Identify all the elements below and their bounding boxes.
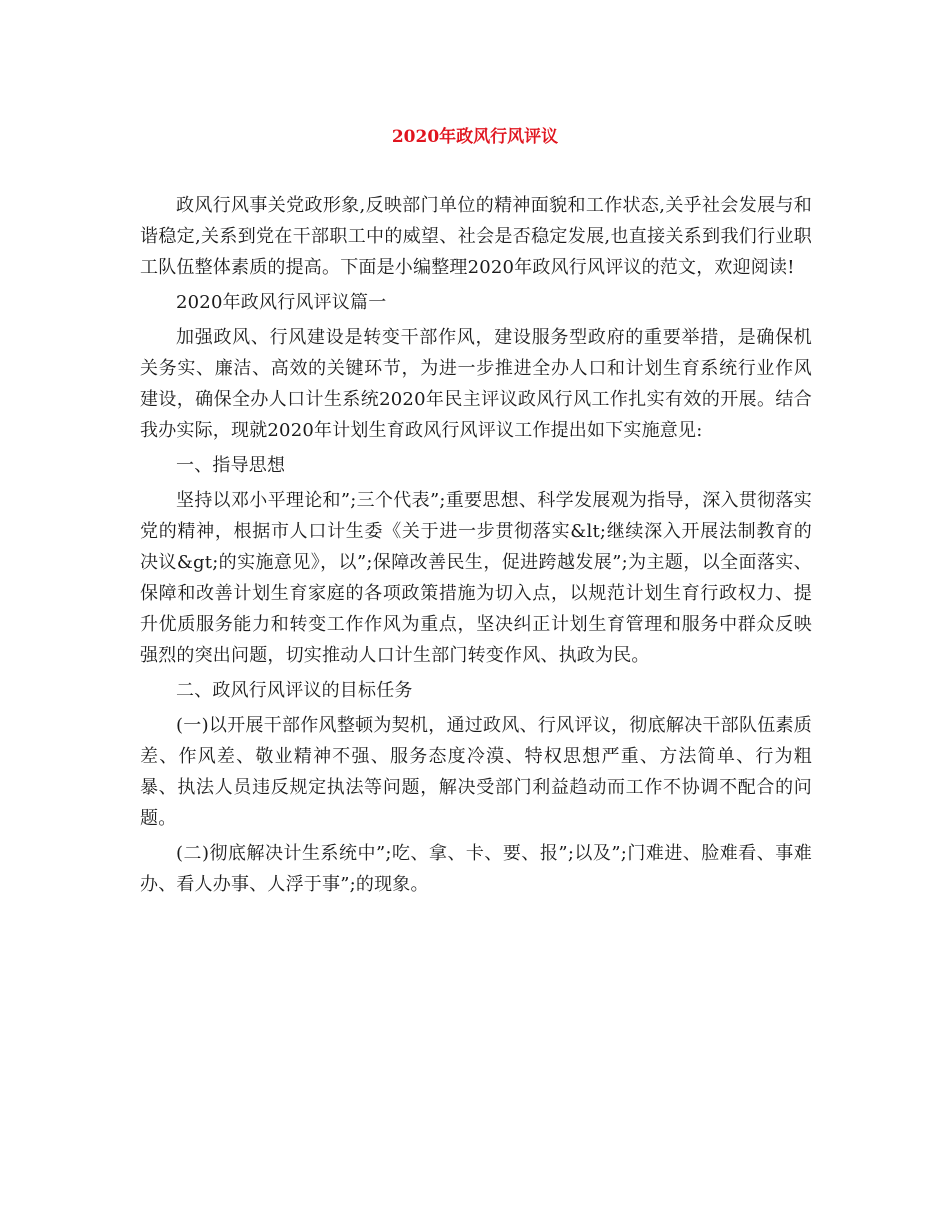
body-paragraph: (一)以开展干部作风整顿为契机，通过政风、行风评议，彻底解决干部队伍素质差、作风差、敬业精神不强、服务态度冷漠、特权思想严重、方法简单、行为粗暴、执法人员违反规定执法等问题，解决受部门利益趋动而工作不协调不配合的问题。 [140, 715, 812, 829]
document-title: 2020年政风行风评议 [391, 127, 559, 147]
body-paragraph: (二)彻底解决计生系统中”;吃、拿、卡、要、报”;以及”;门难进、脸难看、事难办、看人办事、人浮于事”;的现象。 [140, 843, 812, 895]
section-title-part-1: 2020年政风行风评议篇一 [176, 292, 387, 313]
body-paragraph: 加强政风、行风建设是转变干部作风，建设服务型政府的重要举措，是确保机关务实、廉洁、高效的关键环节，为进一步推进全办人口和计划生育系统行业作风建设，确保全办人口计生系统2020年民主评议政风行风工作扎实有效的开展。结合我办实际，现就2020年计划生育政风行风评议工作提出如下实施意见: [140, 327, 812, 441]
body-paragraph: 坚持以邓小平理论和”;三个代表”;重要思想、科学发展观为指导，深入贯彻落实党的精神，根据市人口计生委《关于进一步贯彻落实&lt;继续深入开展法制教育的决议&gt;的实施意见》，以”;保障改善民生，促进跨越发展”;为主题，以全面落实、保障和改善计划生育家庭的各项政策措施为切入点，以规范计划生育行政权力、提升优质服务能力和转变工作作风为重点，坚决纠正计划生育管理和服务中群众反映强烈的突出问题，切实推动人口计生部门转变作风、执政为民。 [140, 490, 812, 666]
heading-guiding-ideology: 一、指导思想 [176, 455, 286, 476]
heading-goals-tasks: 二、政风行风评议的目标任务 [176, 680, 413, 701]
document-body [140, 190, 812, 904]
intro-paragraph: 政风行风事关党政形象,反映部门单位的精神面貌和工作状态,关乎社会发展与和谐稳定,关系到党在干部职工中的威望、社会是否稳定发展,也直接关系到我们行业职工队伍整体素质的提高。下面是小编整理2020年政风行风评议的范文，欢迎阅读! [140, 195, 812, 278]
